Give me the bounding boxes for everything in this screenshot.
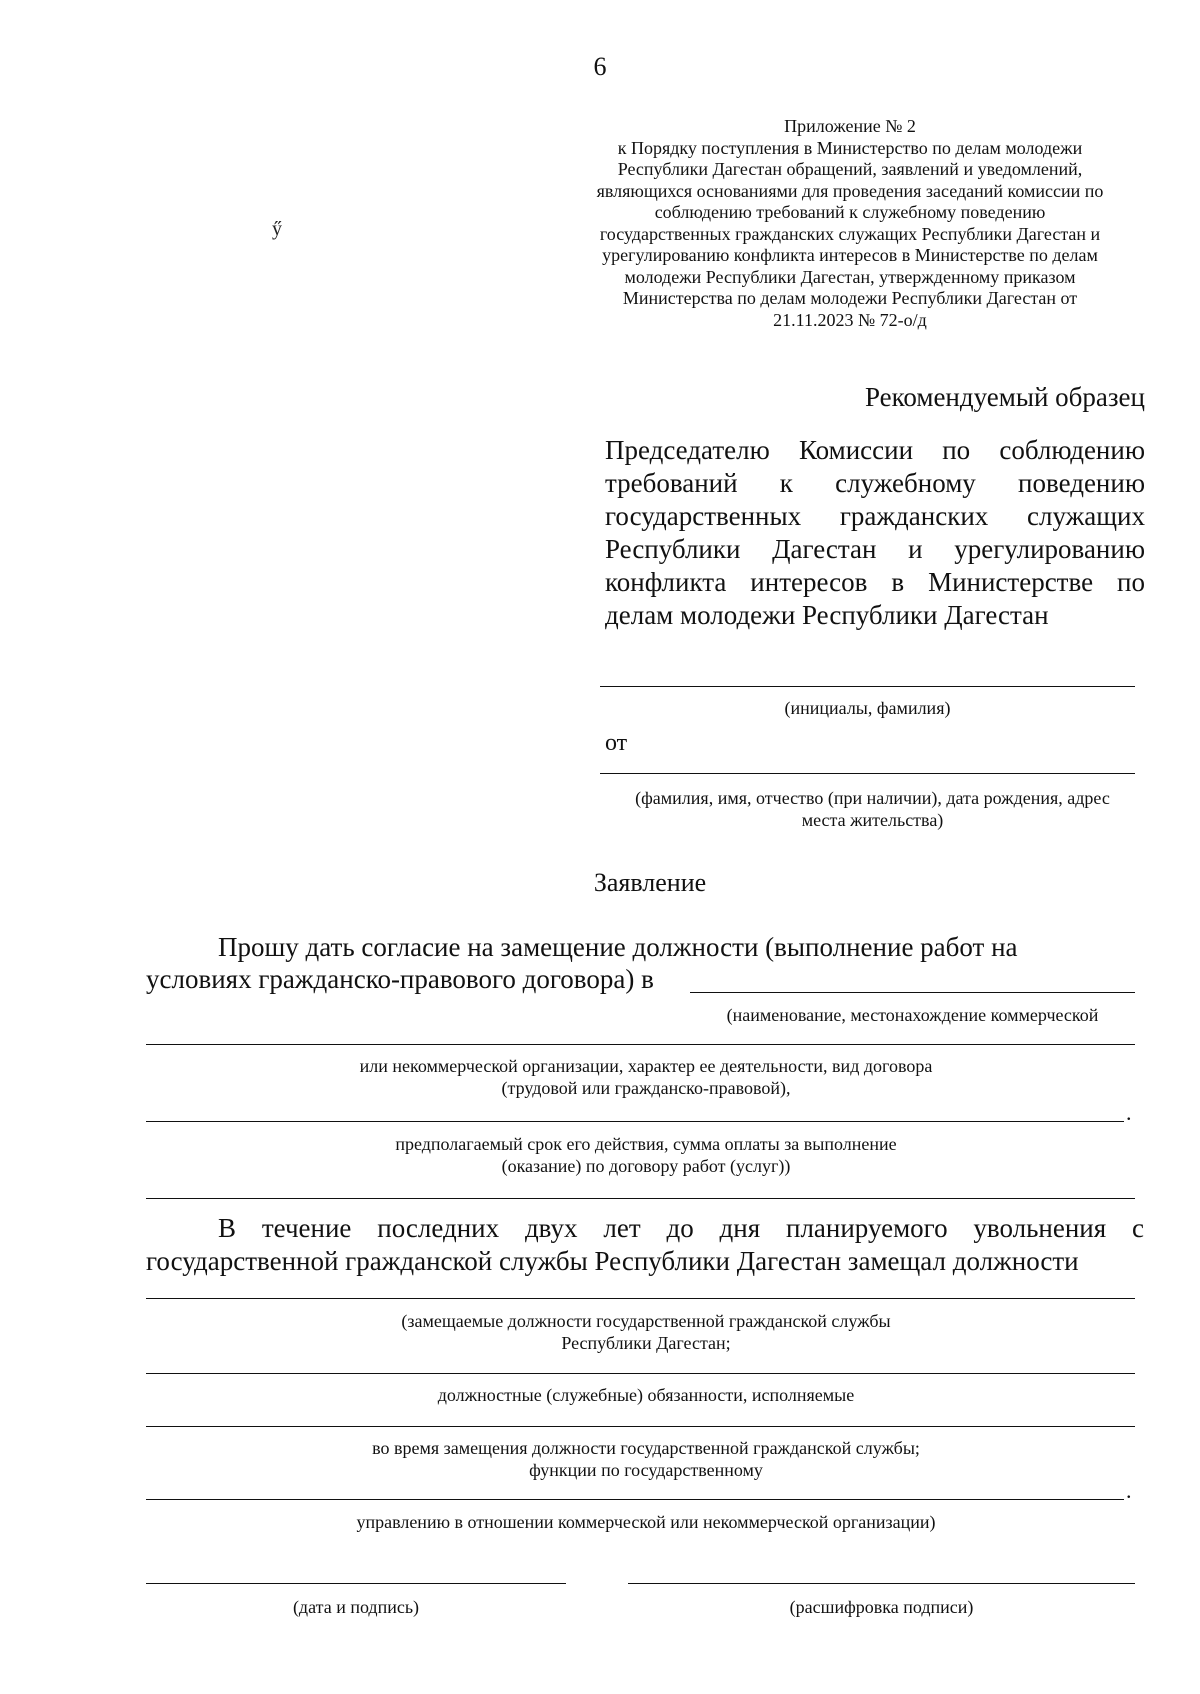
period-mark: .: [1126, 1478, 1132, 1503]
contract-term-hint: [146, 1133, 1146, 1177]
organization-line-2: [146, 1044, 1135, 1045]
organization-hint: (наименование, местонахождение коммерческой: [726, 1005, 1099, 1025]
page-number: 6: [593, 52, 607, 81]
sample-title: Рекомендуемый образец: [864, 382, 1145, 412]
positions-hint-line: Республики Дагестан;: [561, 1333, 731, 1353]
addressee-block: Председателю Комиссии по соблюдению требований к служебному поведению государственных гражданских служащих Республики Дагестан и урегулированию конфликта интересов в Министерстве по делам молодежи Республики Дагестан: [605, 435, 1145, 630]
signature-decoding-hint: (расшифровка подписи): [789, 1597, 974, 1617]
appendix-line: к Порядку поступления в Министерство по делам молодежи: [617, 137, 1083, 158]
duties-line: [146, 1373, 1135, 1374]
appendix-line: Министерства по делам молодежи Республики Дагестан от: [622, 288, 1078, 308]
initials-line: [600, 686, 1135, 687]
from-label: от: [605, 730, 628, 756]
positions-paragraph: В течение последних двух лет до дня планируемого увольнения с государственной гражданской службы Республики Дагестан замещал должности: [146, 1213, 1144, 1276]
duties-hint-line: во время замещения должности государственной гражданской службы;: [372, 1438, 920, 1458]
appendix-line: урегулированию конфликта интересов в Министерстве по делам: [602, 245, 1098, 265]
applicant-hint-line: (фамилия, имя, отчество (при наличии), дата рождения, адрес: [635, 788, 1110, 808]
appendix-line: являющихся основаниями для проведения заседаний комиссии по: [596, 180, 1104, 201]
functions-hint: управлению в отношении коммерческой или некоммерческой организации): [356, 1512, 936, 1532]
appendix-line: молодежи Республики Дагестан, утвержденному приказом: [624, 266, 1076, 287]
contract-term-hint-line: (оказание) по договору работ (услуг)): [501, 1156, 791, 1176]
duties-hint: должностные (служебные) обязанности, исполняемые: [437, 1385, 855, 1405]
positions-hint: [146, 1310, 1146, 1354]
appendix-line: Приложение № 2: [784, 116, 916, 136]
applicant-line: [600, 773, 1135, 774]
duties-line-2: [146, 1426, 1135, 1427]
contract-term-line: [146, 1121, 1124, 1122]
request-paragraph: Прошу дать согласие на замещение должности (выполнение работ на: [218, 932, 1018, 962]
duties-hint-2: [146, 1437, 1146, 1481]
contract-term-hint-line: предполагаемый срок его действия, сумма оплаты за выполнение: [395, 1134, 897, 1154]
period-mark: .: [1126, 1100, 1132, 1125]
signature-decoding-line: [628, 1583, 1135, 1584]
appendix-line: Республики Дагестан обращений, заявлений и уведомлений,: [617, 159, 1083, 179]
applicant-hint-line: места жительства): [801, 810, 944, 830]
appendix-header: [560, 116, 1140, 331]
positions-line: [146, 1298, 1135, 1299]
payment-line: [146, 1198, 1135, 1199]
organization-hint-2: [146, 1055, 1146, 1099]
organization-line: [690, 992, 1135, 993]
appendix-line: государственных гражданских служащих Республики Дагестан и: [599, 223, 1101, 244]
appendix-line: 21.11.2023 № 72-о/д: [773, 309, 927, 330]
request-paragraph-line2: условиях гражданско-правового договора) в: [146, 964, 654, 994]
document-title: Заявление: [593, 868, 707, 897]
scan-speck: ӳ: [272, 218, 282, 240]
applicant-hint: [600, 787, 1145, 831]
organization-hint-line: или некоммерческой организации, характер ее деятельности, вид договора: [359, 1056, 933, 1076]
duties-hint-line: функции по государственному: [529, 1460, 763, 1480]
positions-hint-line: (замещаемые должности государственной гражданской службы: [401, 1311, 891, 1331]
initials-hint: (инициалы, фамилия): [784, 698, 951, 718]
appendix-line: соблюдению требований к служебному поведению: [654, 202, 1046, 222]
organization-hint-line: (трудовой или гражданско-правовой),: [501, 1078, 791, 1098]
date-signature-hint: (дата и подпись): [292, 1597, 420, 1617]
functions-line: [146, 1499, 1124, 1500]
date-signature-line: [146, 1583, 566, 1584]
